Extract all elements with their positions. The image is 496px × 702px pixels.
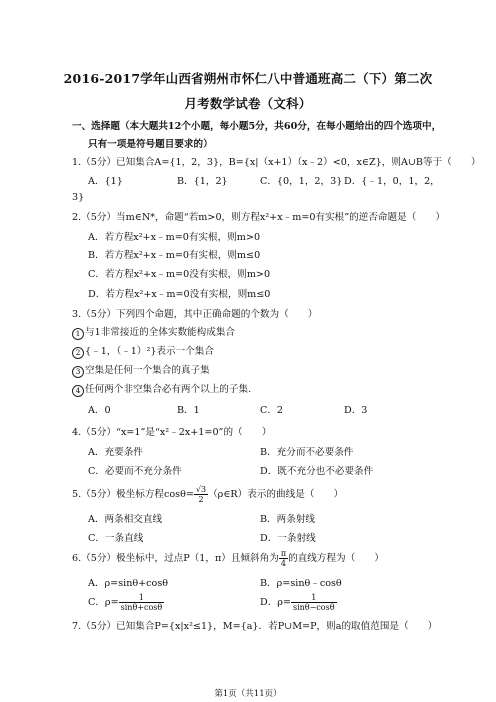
q5-stem-start: 5.（5分）极坐标方程cosθ=: [72, 489, 194, 500]
q2-option-b: B．若方程x²+x﹣m=0有实根，则m≤0: [88, 250, 261, 261]
q3-option-c: C．2: [260, 405, 284, 416]
q5-fraction: [194, 485, 208, 504]
q3-statement-4: [72, 384, 251, 397]
q5-option-b: B．两条射线: [260, 514, 316, 525]
q6-option-a: A．ρ=sinθ+cosθ: [88, 578, 169, 589]
q6-fraction-numerator: π: [280, 549, 287, 558]
circled-number-4: 4: [72, 385, 84, 397]
q6-option-c-fraction: [119, 593, 165, 612]
q3-option-d: D．3: [344, 405, 368, 416]
q6-option-c-label: C．ρ=: [88, 597, 119, 608]
q4-option-a: A．充要条件: [88, 447, 143, 458]
q5-fraction-numerator: √3: [195, 485, 207, 494]
question-3-stem: 3.（5分）下列四个命题，其中正确命题的个数为（ ）: [72, 309, 318, 320]
section-heading-cont: 只有一项是符号题目要求的）: [88, 139, 213, 150]
q5-fraction-denominator: 2: [198, 495, 204, 504]
q3-statement-3: [72, 365, 210, 378]
q6-option-c-denominator: sinθ+cosθ: [120, 603, 163, 612]
q3-statement-2: [72, 346, 214, 359]
q6-option-d-fraction: [291, 593, 337, 612]
section-heading: 一、选择题（本大题共12个小题，每小题5分，共60分，在每小题给出的四个选项中，: [72, 121, 442, 132]
q6-option-d: [260, 593, 337, 613]
q3-option-b: B．1: [177, 405, 200, 416]
q5-option-a: A．两条相交直线: [88, 514, 163, 525]
q3-statement-1-text: 与1非常接近的全体实数能构成集合: [85, 327, 236, 338]
q3-statement-3-text: 空集是任何一个集合的真子集: [85, 365, 210, 376]
q2-option-c: C．若方程x²+x﹣m=0没有实根，则m>0: [88, 269, 271, 280]
q1-option-d: D．{﹣1，0，1，2，: [344, 176, 440, 187]
q6-option-d-numerator: 1: [291, 593, 337, 603]
q3-statement-2-text: {﹣1，（﹣1）²}表示一个集合: [85, 346, 214, 357]
circled-number-3: 3: [72, 366, 84, 378]
q6-option-d-label: D．ρ=: [260, 597, 291, 608]
q4-option-d: D．既不充分也不必要条件: [260, 466, 374, 477]
q6-option-c-numerator: 1: [119, 593, 165, 603]
q6-stem-start: 6.（5分）极坐标中，过点P（1，π）且倾斜角为: [72, 553, 279, 564]
q6-option-b: B．ρ=sinθ﹣cosθ: [260, 578, 342, 589]
question-5-stem: [72, 485, 343, 505]
q5-stem-end: （ρ∈R）表示的曲线是（ ）: [208, 489, 344, 500]
q2-option-d: D．若方程x²+x﹣m=0没有实根，则m≤0: [88, 289, 271, 300]
question-6-stem: [72, 549, 384, 569]
q5-option-d: D．一条射线: [260, 533, 316, 544]
page-footer: 第1页（共11页）: [214, 689, 282, 699]
q1-option-d-cont: 3}: [72, 192, 85, 203]
question-4-stem: 4.（5分）“x=1”是“x²﹣2x+1=0”的（ ）: [72, 427, 272, 438]
q3-option-a: A．0: [88, 405, 111, 416]
q4-option-b: B．充分而不必要条件: [260, 447, 354, 458]
q1-option-a: A．{1}: [88, 176, 123, 187]
q6-option-d-denominator: sinθ−cosθ: [292, 603, 335, 612]
q3-statement-4-text: 任何两个非空集合必有两个以上的子集.: [85, 384, 252, 395]
q5-option-c: C．一条直线: [88, 533, 144, 544]
exam-title-line1: 2016-2017学年山西省朔州市怀仁八中普通班高二（下）第二次: [63, 71, 433, 86]
q4-option-c: C．必要而不充分条件: [88, 466, 182, 477]
q6-option-c: [88, 593, 164, 613]
q6-stem-end: 的直线方程为（ ）: [288, 553, 385, 564]
q6-fraction-denominator: 4: [280, 559, 286, 568]
circled-number-2: 2: [72, 347, 84, 359]
q1-option-b: B．{1，2}: [177, 176, 228, 187]
exam-title-line2: 月考数学试卷（文科）: [184, 96, 312, 111]
question-7-stem: 7.（5分）已知集合P={x|x²≤1}，M={a}．若P∪M=P，则a的取值范围是（ ）: [72, 621, 438, 632]
q3-statement-1: [72, 327, 235, 340]
q6-fraction: [279, 549, 288, 568]
question-1-stem: 1.（5分）已知集合A={1，2，3}，B={x|（x+1）（x﹣2）<0，x∈Z}，则A∪B等于（ ）: [72, 157, 481, 168]
q1-option-c: C．{0，1，2，3}: [260, 176, 343, 187]
question-2-stem: 2.（5分）当m∈N*，命题“若m>0，则方程x²+x﹣m=0有实根”的逆否命题是（ ）: [72, 212, 446, 223]
q2-option-a: A．若方程x²+x﹣m=0有实根，则m>0: [88, 232, 261, 243]
circled-number-1: 1: [72, 328, 84, 340]
